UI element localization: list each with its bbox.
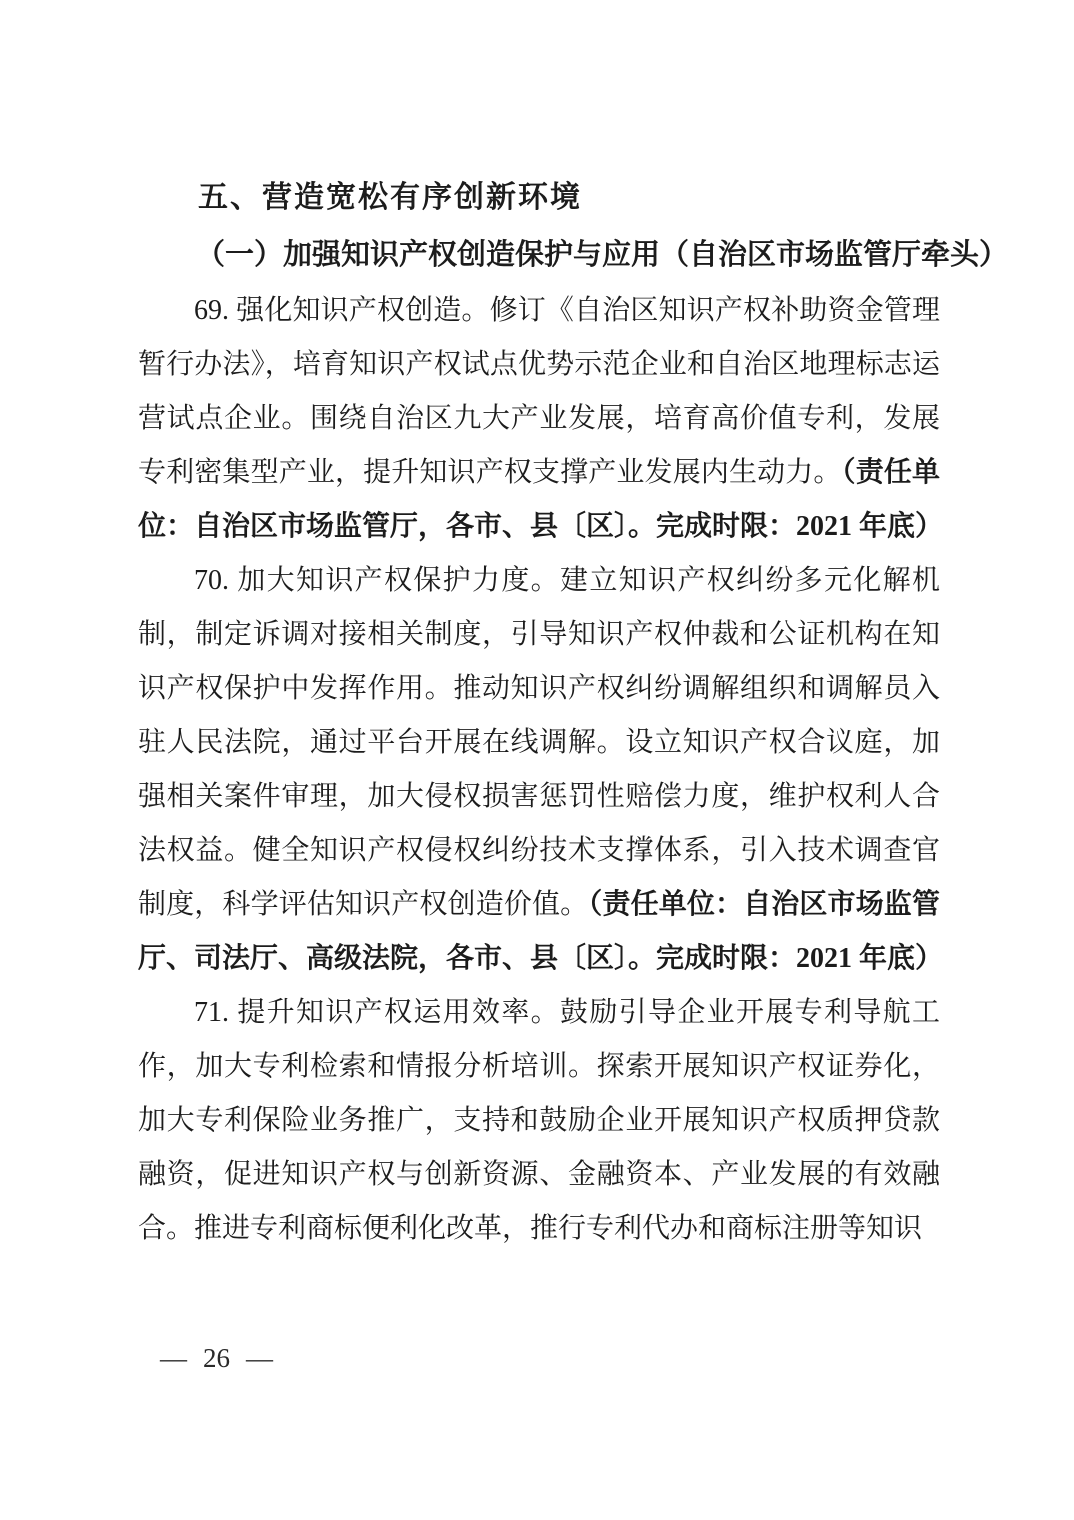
body-paragraph (138, 986, 940, 1256)
paragraph-text: 69. 强化知识产权创造。修订《自治区知识产权补助资金管理暂行办法》，培育知识产权试点优势示范企业和自治区地理标志运营试点企业。围绕自治区九大产业发展，培育高价值专利，发展专利密集型产业，提升知识产权支撑产业发展内生动力。 (138, 295, 940, 488)
section-heading: 五、营造宽松有序创新环境 (198, 180, 582, 215)
subsection-heading: （一）加强知识产权创造保护与应用（自治区市场监管厅牵头） (196, 239, 1009, 271)
page-number: 26 (203, 1343, 230, 1373)
footer-dash-right: — (246, 1343, 273, 1373)
body-paragraph (138, 554, 944, 986)
responsibility-clause: （责任单位：自治区市场监管厅、司法厅、高级法院，各市、县〔区〕。完成时限：2021 年底） (138, 889, 944, 974)
paragraph-text: 71. 提升知识产权运用效率。鼓励引导企业开展专利导航工作，加大专利检索和情报分析培训。探索开展知识产权证券化，加大专利保险业务推广，支持和鼓励企业开展知识产权质押贷款融资，促进知识产权与创新资源、金融资本、产业发展的有效融合。推进专利商标便利化改革，推行专利代办和商标注册等知识 (138, 997, 940, 1244)
body-paragraph (138, 284, 944, 554)
page-content (138, 170, 1009, 1256)
paragraph-text: 70. 加大知识产权保护力度。建立知识产权纠纷多元化解机制，制定诉调对接相关制度，引导知识产权仲裁和公证机构在知识产权保护中发挥作用。推动知识产权纠纷调解组织和调解员入驻人民法院，通过平台开展在线调解。设立知识产权合议庭，加强相关案件审理，加大侵权损害惩罚性赔偿力度，维护权利人合法权益。健全知识产权侵权纠纷技术支撑体系，引入技术调查官制度，科学评估知识产权创造价值。 (138, 565, 940, 920)
paragraphs (138, 284, 944, 1256)
footer-dash-left: — (160, 1343, 187, 1373)
responsibility-clause: （责任单位：自治区市场监管厅，各市、县〔区〕。完成时限：2021 年底） (138, 457, 944, 542)
page-footer (160, 1340, 273, 1376)
